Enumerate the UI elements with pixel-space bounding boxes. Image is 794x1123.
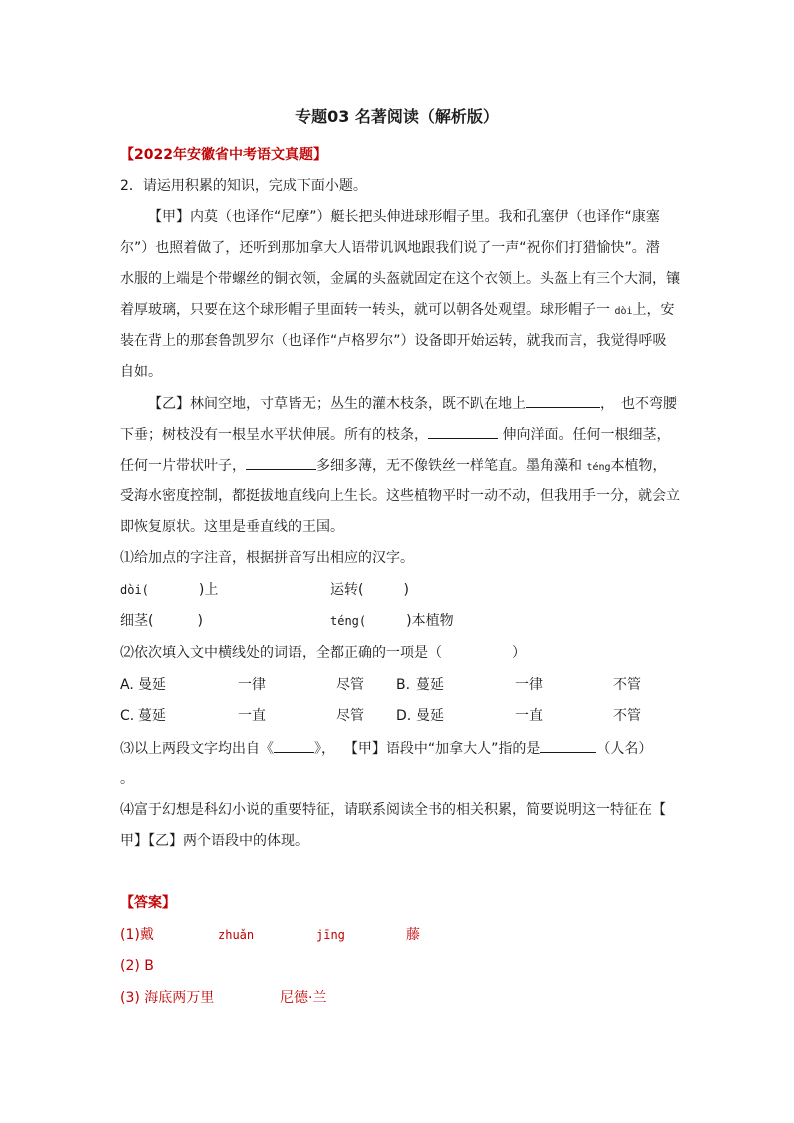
q3-tail: 。 (120, 771, 134, 787)
q3-text-d: （人名） (596, 741, 653, 757)
q3-line (120, 738, 652, 759)
passage-yi-line-2-a: 下垂；树枝没有一根呈水平状伸展。所有的枝条， (120, 427, 428, 443)
page-title: 专题03 名著阅读（解析版） (295, 107, 499, 126)
q2-option-a-w2: 一律 (238, 677, 266, 693)
passage-jia-line-4-tail: 上，安 (632, 302, 675, 318)
answer-1-label: (1)戴 (120, 927, 154, 943)
q2-option-c-w2: 一直 (238, 708, 266, 724)
passage-jia-line-1: 【甲】内莫（也译作“尼摩”）艇长把头伸进球形帽子里。我和孔塞伊（也译作“康塞 (148, 209, 660, 225)
question-intro: 2．请运用积累的知识，完成下面小题。 (120, 178, 367, 194)
q1-item-c-tail: ) (197, 613, 203, 629)
q1-item-a (120, 580, 218, 600)
q1-item-b (330, 580, 409, 600)
passage-yi-line-5: 即恢复原状。这里是垂直线的王国。 (120, 519, 344, 535)
q2-option-a-w1: 曼延 (138, 677, 166, 693)
q1-item-c (120, 611, 203, 631)
q2-option-a-letter: A. (120, 677, 134, 693)
passage-jia-line-4-text: 着厚玻璃，只要在这个球形帽子里面转一转头，就可以朝各处观望。球形帽子一 (120, 302, 610, 318)
passage-yi-line-2 (120, 424, 670, 445)
pinyin-teng: téng (586, 462, 611, 473)
q1-stem: ⑴给加点的字注音，根据拼音写出相应的汉字。 (120, 550, 414, 566)
q1-item-d (330, 611, 454, 631)
q2-option-d-letter: D. (396, 708, 412, 724)
q2-option-b-w3: 不管 (613, 677, 641, 693)
q1-item-d-tail: )本植物 (406, 613, 454, 629)
passage-jia-line-6: 自如。 (120, 364, 162, 380)
q3-blank-name (540, 738, 596, 753)
q3-text-a: ⑶以上两段文字均出自《 (120, 741, 274, 757)
q2-option-d-w1: 曼延 (416, 708, 444, 724)
q1-item-b-tail: ) (403, 582, 409, 598)
q2-option-d-w2: 一直 (515, 708, 543, 724)
q3-blank-book (274, 738, 314, 753)
passage-jia-line-2: 尔”）也照着做了，还听到那加拿大人语带讥讽地跟我们说了一声“祝你们打猎愉快”。潜 (120, 240, 660, 256)
answer-2: (2) B (120, 958, 154, 974)
passage-jia-line-3: 水服的上端是个带螺丝的铜衣领，金属的头盔就固定在这个衣领上。头盔上有三个大洞，镶 (120, 271, 680, 287)
q2-option-b-w2: 一律 (515, 677, 543, 693)
passage-jia-line-5: 装在背上的那套鲁凯罗尔（也译作“卢格罗尔”）设备即开始运转，就我而言，我觉得呼吸 (120, 333, 667, 349)
passage-yi-line-3-c: 本植物， (610, 458, 667, 474)
answer-3-label: (3) 海底两万里 (120, 990, 215, 1006)
passage-yi-line-1-b: ， 也不弯腰 (600, 396, 677, 412)
passage-yi-line-1 (148, 393, 677, 414)
q2-option-c-w3: 尽管 (336, 708, 364, 724)
q2-option-b-w1: 蔓延 (416, 677, 444, 693)
q1-item-b-label: 运转( (330, 582, 364, 598)
q1-item-d-label: téng( (330, 614, 367, 628)
answer-1-pinyin-1: zhuǎn (218, 928, 255, 942)
q3-text-b: 》， (314, 741, 335, 757)
answer-heading: 【答案】 (120, 895, 176, 911)
q1-item-a-tail: )上 (198, 582, 219, 598)
q4-line-2: 甲】【乙】两个语段中的体现。 (120, 833, 309, 849)
q1-item-c-label: 细茎( (120, 613, 154, 629)
blank-2 (428, 424, 498, 439)
answer-1-word: 藤 (406, 927, 420, 943)
q2-option-c-letter: C. (120, 708, 135, 724)
blank-1 (526, 393, 600, 408)
q2-option-c-w1: 蔓延 (138, 708, 166, 724)
q2-option-d-w3: 不管 (613, 708, 641, 724)
answer-3-name: 尼德·兰 (280, 990, 327, 1006)
passage-yi-line-3 (120, 455, 667, 478)
passage-yi-line-3-b: 多细多薄，无不像铁丝一样笔直。墨角藻和 (316, 458, 582, 474)
passage-yi-line-1-a: 【乙】林间空地，寸草皆无；丛生的灌木枝条，既不趴在地上 (148, 396, 526, 412)
q4-line-1: ⑷富于幻想是科幻小说的重要特征，请联系阅读全书的相关积累，简要说明这一特征在【 (120, 802, 666, 818)
q1-item-a-label: dòi( (120, 583, 149, 597)
passage-jia-line-4 (120, 300, 675, 322)
q2-option-a-w3: 尽管 (336, 677, 364, 693)
pinyin-dai: dòi (614, 306, 633, 317)
passage-yi-line-3-a: 任何一片带状叶子， (120, 458, 246, 474)
q2-stem: ⑵依次填入文中横线处的词语，全都正确的一项是（ ） (120, 645, 526, 661)
q2-option-b-letter: B. (396, 677, 411, 693)
blank-3 (246, 455, 316, 470)
answer-1-pinyin-2: jīng (316, 928, 345, 942)
passage-yi-line-4: 受海水密度控制，都挺拔地直线向上生长。这些植物平时一动不动，但我用手一分，就会立 (120, 488, 680, 504)
passage-yi-line-2-b: 伸向洋面。任何一根细茎， (502, 427, 671, 443)
source-tag: 【2022年安徽省中考语文真题】 (120, 147, 327, 163)
q3-text-c: 【甲】语段中“加拿大人”指的是 (343, 741, 541, 757)
